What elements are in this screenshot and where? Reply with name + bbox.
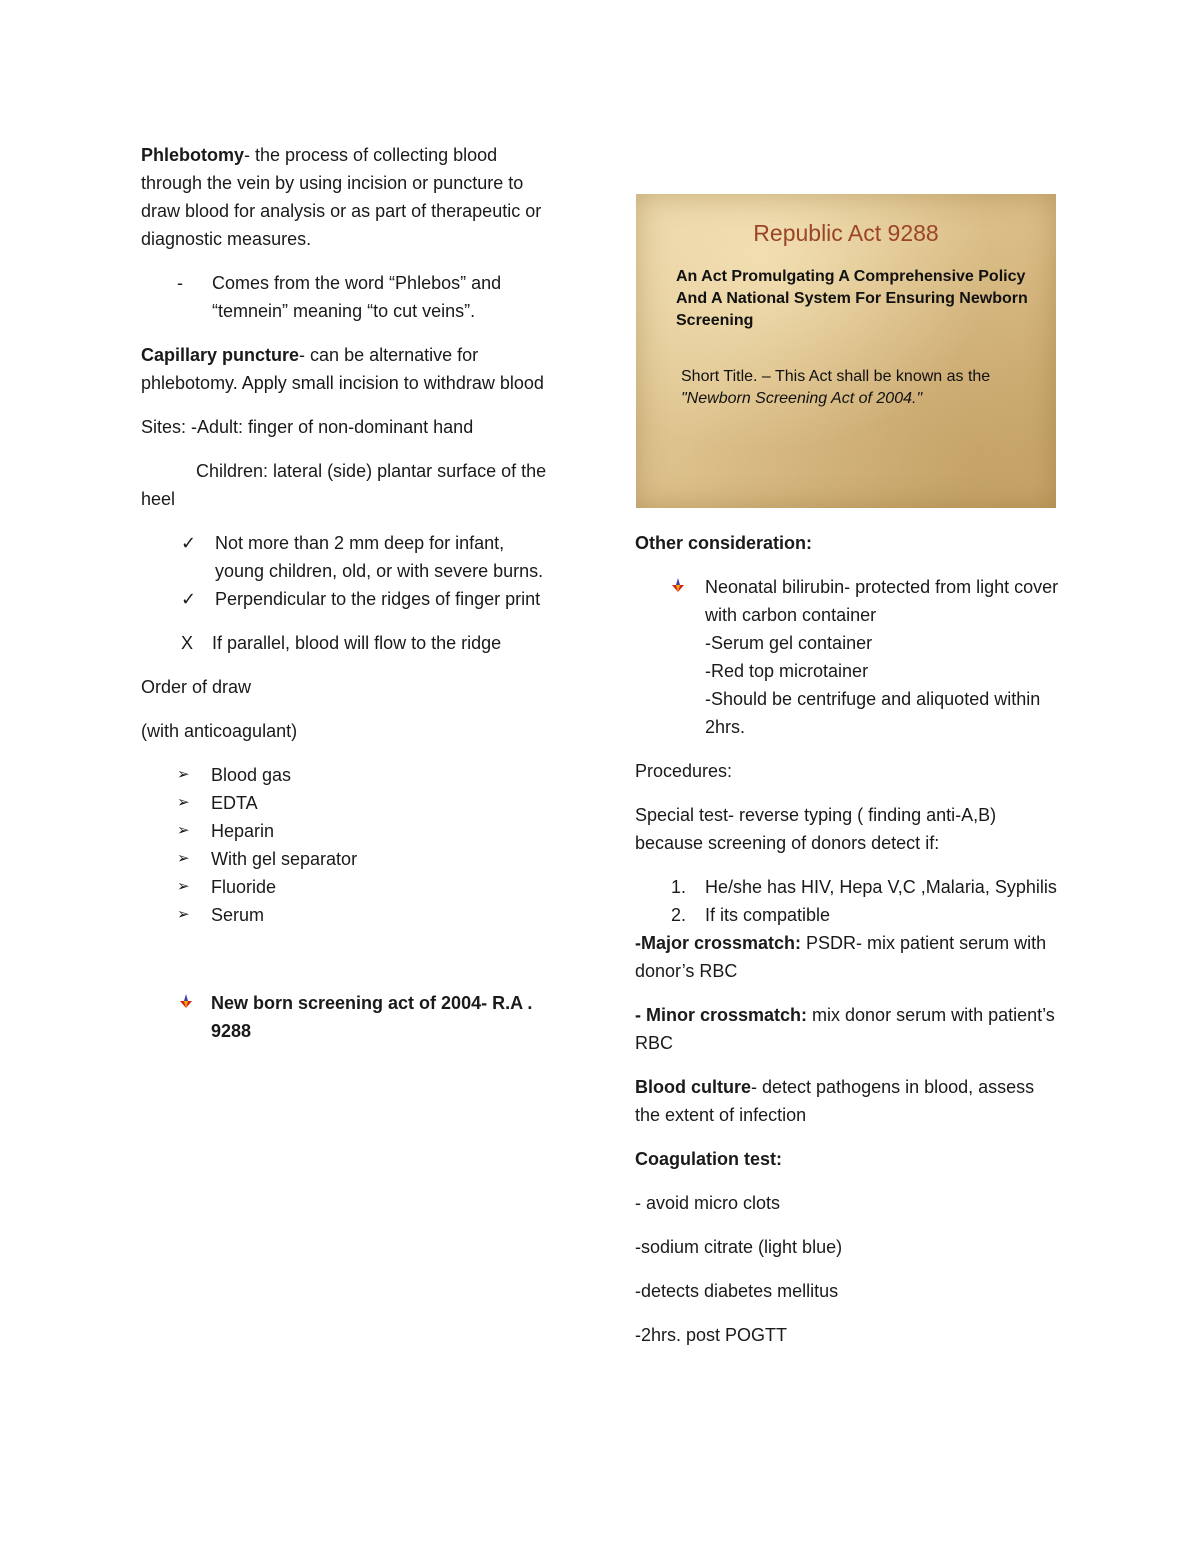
numbered-text: If its compatible	[705, 905, 831, 925]
origin-list	[141, 269, 556, 325]
list-item	[141, 901, 556, 929]
coag-line: - avoid micro clots	[635, 1193, 781, 1213]
order-item: Blood gas	[211, 765, 292, 785]
neonatal-item	[635, 573, 1060, 741]
list-item	[141, 845, 556, 873]
dash-marker: -	[177, 273, 183, 293]
spacer	[141, 929, 556, 989]
origin-text: Comes from the word “Phlebos” and “temnein” meaning “to cut veins”.	[212, 273, 502, 321]
list-item	[141, 529, 556, 585]
order-item: Fluoride	[211, 877, 277, 897]
check-list	[141, 529, 556, 613]
major-crossmatch	[635, 929, 1060, 985]
arrow-icon: ➢	[177, 906, 190, 923]
culture-term: Blood culture	[635, 1077, 751, 1097]
slide-title: Republic Act 9288	[753, 220, 939, 246]
newborn-text: New born screening act of 2004- R.A . 9288	[211, 993, 533, 1041]
arrow-icon: ➢	[177, 850, 190, 867]
check-text: Not more than 2 mm deep for infant, young children, old, or with severe burns.	[215, 533, 544, 581]
phlebotomy-definition	[141, 141, 556, 253]
slide-short-title	[681, 366, 1041, 410]
major-term: -Major crossmatch:	[635, 933, 802, 953]
neonatal-line: -Should be centrifuge and aliquoted within 2hrs.	[705, 689, 1041, 737]
short-title-name: "Newborn Screening Act of 2004."	[681, 390, 923, 407]
coag-line: -detects diabetes mellitus	[635, 1281, 839, 1301]
procedures-heading: Procedures:	[635, 761, 733, 781]
minor-term: - Minor crossmatch:	[635, 1005, 808, 1025]
capillary-term: Capillary puncture	[141, 345, 300, 365]
arrow-icon: ➢	[177, 822, 190, 839]
order-heading: Order of draw	[141, 677, 252, 697]
capillary-definition	[141, 341, 556, 397]
sites-adult: Sites: -Adult: finger of non-dominant hand	[141, 417, 474, 437]
coag-heading-text: Coagulation test:	[635, 1149, 782, 1169]
other-heading	[635, 529, 1060, 557]
other-heading-text: Other consideration:	[635, 533, 813, 553]
order-list	[141, 761, 556, 929]
coag-line: -sodium citrate (light blue)	[635, 1237, 843, 1257]
parallel-note	[141, 629, 556, 657]
blood-culture	[635, 1073, 1060, 1129]
list-item	[141, 817, 556, 845]
neonatal-line: -Serum gel container	[705, 633, 873, 653]
numbered-list	[635, 873, 1060, 929]
major-def: PSDR- mix patient serum with donor’s RBC	[635, 933, 1047, 981]
neonatal-line: -Red top microtainer	[705, 661, 869, 681]
list-item	[141, 761, 556, 789]
list-item	[141, 789, 556, 817]
sites-children	[141, 457, 556, 513]
phlebotomy-term: Phlebotomy	[141, 145, 245, 165]
order-item: EDTA	[211, 793, 258, 813]
pin-icon	[179, 994, 193, 1010]
order-subheading: (with anticoagulant)	[141, 721, 298, 741]
arrow-icon: ➢	[177, 766, 190, 783]
right-column	[635, 529, 1060, 1365]
coag-line: -2hrs. post POGTT	[635, 1325, 788, 1345]
phlebotomy-def: - the process of collecting blood through the vein by using incision or puncture to draw blood for analysis or as part of therapeutic or diagnostic measures.	[141, 145, 542, 249]
check-text: Perpendicular to the ridges of finger print	[215, 589, 541, 609]
list-item	[635, 873, 1060, 901]
order-item: Heparin	[211, 821, 275, 841]
pin-icon	[671, 578, 685, 594]
arrow-icon: ➢	[177, 878, 190, 895]
neonatal-line: Neonatal bilirubin- protected from light cover with carbon container	[705, 577, 1059, 625]
list-item	[141, 269, 556, 325]
arrow-icon: ➢	[177, 794, 190, 811]
special-test: Special test- reverse typing ( finding anti-A,B) because screening of donors detect if:	[635, 805, 997, 853]
left-column	[141, 141, 556, 1045]
republic-act-slide	[636, 194, 1056, 508]
sites-children-text: Children: lateral (side) plantar surface of the heel	[141, 461, 547, 509]
newborn-item	[141, 989, 556, 1045]
numbered-text: He/she has HIV, Hepa V,C ,Malaria, Syphilis	[705, 877, 1057, 897]
capillary-def: - can be alternative for phlebotomy. Apply small incision to withdraw blood	[141, 345, 544, 393]
check-icon: ✓	[181, 589, 197, 609]
short-title-prefix: Short Title. – This Act shall be known as the	[681, 368, 991, 385]
minor-crossmatch	[635, 1001, 1060, 1057]
list-item	[635, 901, 1060, 929]
check-icon: ✓	[181, 533, 197, 553]
coag-heading	[635, 1145, 1060, 1173]
list-item	[141, 585, 556, 613]
order-item: Serum	[211, 905, 265, 925]
slide-subtitle: An Act Promulgating A Comprehensive Policy And A National System For Ensuring Newborn Screening	[676, 268, 1028, 329]
order-item: With gel separator	[211, 849, 358, 869]
list-number: 1.	[671, 877, 687, 897]
culture-def: - detect pathogens in blood, assess the extent of infection	[635, 1077, 1035, 1125]
list-item	[141, 873, 556, 901]
parallel-text: If parallel, blood will flow to the ridge	[212, 633, 502, 653]
x-marker: X	[181, 633, 194, 653]
list-number: 2.	[671, 905, 687, 925]
minor-def: mix donor serum with patient’s RBC	[635, 1005, 1055, 1053]
